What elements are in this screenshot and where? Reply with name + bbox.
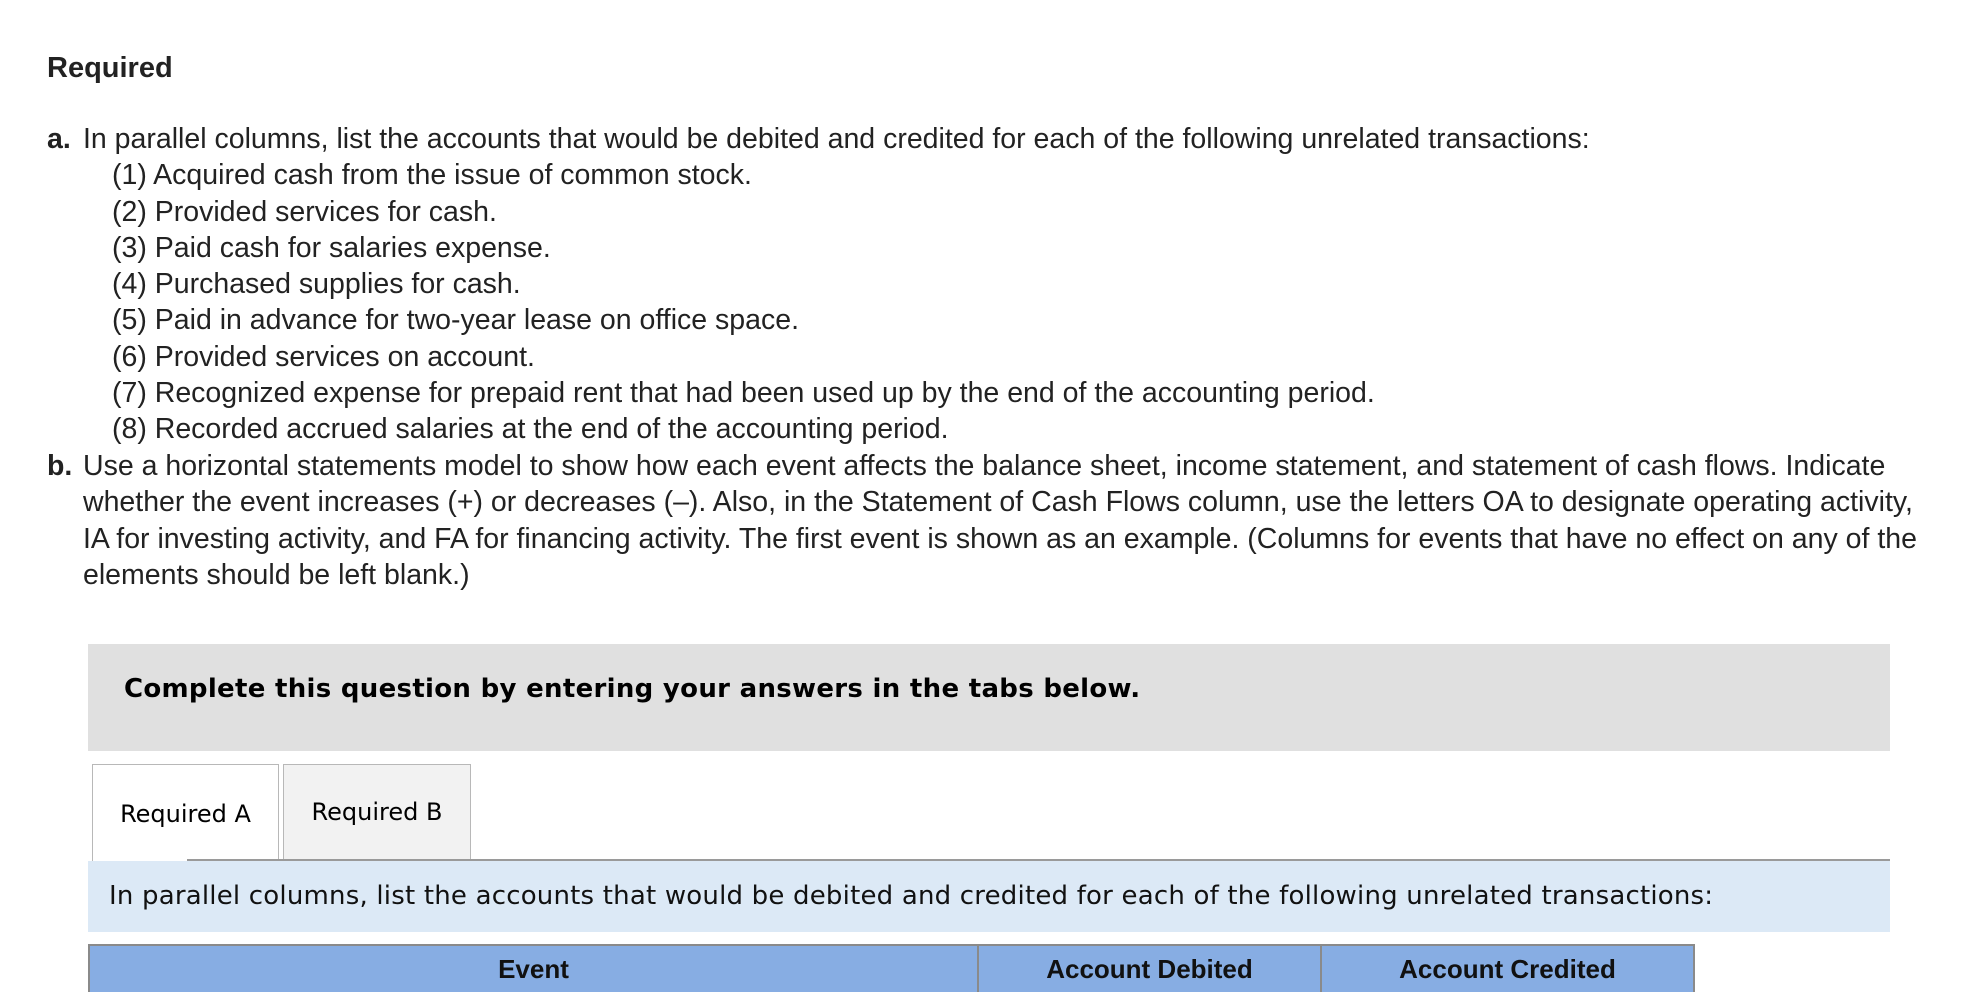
journal-table-header [88, 944, 1695, 992]
tab-required-b[interactable]: Required B [283, 764, 471, 860]
tab-instruction-bar [88, 861, 1890, 932]
answer-tabs [92, 764, 1890, 862]
part-a-text: In parallel columns, list the accounts that would be debited and credited for each of the following unrelated transactions: [83, 123, 1590, 155]
transaction-item: (7) Recognized expense for prepaid rent that had been used up by the end of the accounting period. [112, 377, 1375, 410]
column-header-account-credited: Account Credited [1399, 953, 1616, 984]
part-b-letter: b. [47, 449, 73, 482]
transaction-item: (2) Provided services for cash. [112, 195, 497, 228]
question-instruction-text: Complete this question by entering your answers in the tabs below. [124, 674, 1141, 704]
transaction-item: (5) Paid in advance for two-year lease on office space. [112, 304, 800, 337]
transaction-item: (4) Purchased supplies for cash. [112, 268, 521, 301]
transaction-list [47, 157, 1927, 447]
transaction-item: (6) Provided services on account. [112, 340, 535, 373]
transaction-item: (1) Acquired cash from the issue of common stock. [112, 159, 752, 192]
instructions [47, 121, 1927, 594]
transaction-item: (8) Recorded accrued salaries at the end of the accounting period. [112, 413, 949, 446]
part-b-text: Use a horizontal statements model to show how each event affects the balance sheet, income statement, and statement of cash flows. Indicate whether the event increases (+) or decreases (–). Also, in the Statement of Cash Flows column, use the letters OA to designate operating activity, IA for investing activity, and FA for financing activity. The first event is shown as an example. (Columns for events that have no effect on any of the elements should be left blank.) [83, 449, 1917, 592]
section-heading: Required [47, 52, 173, 84]
tab-required-a[interactable]: Required A [92, 764, 279, 862]
part-a-letter: a. [47, 123, 71, 155]
column-header-account-debited: Account Debited [979, 946, 1322, 992]
transaction-item: (3) Paid cash for salaries expense. [112, 231, 551, 264]
column-header-event: Event [90, 946, 979, 992]
tab-instruction-text: In parallel columns, list the accounts that would be debited and credited for each of the following unrelated transactions: [109, 881, 1714, 911]
part-a [47, 121, 1927, 157]
question-instruction-box [88, 644, 1890, 751]
part-b [47, 448, 1927, 594]
